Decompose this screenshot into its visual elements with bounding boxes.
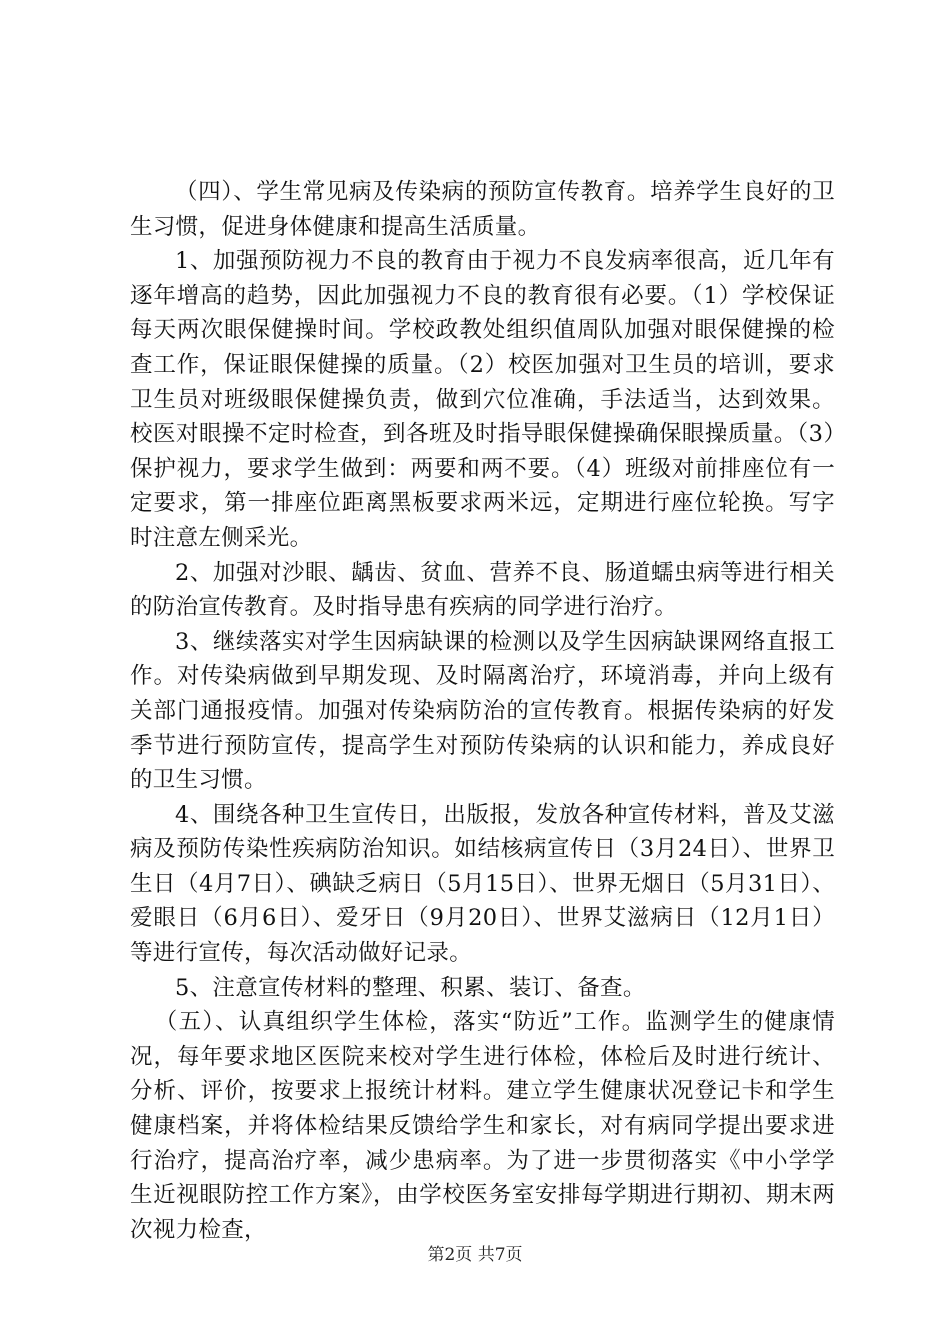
paragraph-section-4-heading: （四）、学生常见病及传染病的预防宣传教育。培养学生良好的卫生习惯，促进身体健康和提高生活质量。	[130, 179, 835, 240]
paragraph-item-3-infectious: 3、继续落实对学生因病缺课的检测以及学生因病缺课网络直报工作。对传染病做到早期发现、及时隔离治疗，环境消毒，并向上级有关部门通报疫情。加强对传染病防治的宣传教育。根据传染病的好发季节进行预防宣传，提高学生对预防传染病的认识和能力，养成良好的卫生习惯。	[130, 628, 835, 794]
paragraph-item-1-vision: 1、加强预防视力不良的教育由于视力不良发病率很高，近几年有逐年增高的趋势，因此加强视力不良的教育很有必要。（1）学校保证每天两次眼保健操时间。学校政教处组织值周队加强对眼保健操的检查工作，保证眼保健操的质量。（2）校医加强对卫生员的培训，要求卫生员对班级眼保健操负责，做到穴位准确，手法适当，达到效果。校医对眼操不定时检查，到各班及时指导眼保健操确保眼操质量。（3）保护视力，要求学生做到：两要和两不要。（4）班级对前排座位有一定要求，第一排座位距离黑板要求两米远，定期进行座位轮换。写字时注意左侧采光。	[130, 248, 835, 551]
paragraph-item-2-diseases: 2、加强对沙眼、龋齿、贫血、营养不良、肠道蠕虫病等进行相关的防治宣传教育。及时指导患有疾病的同学进行治疗。	[130, 559, 835, 621]
document-body	[130, 175, 835, 1247]
page-footer: 第2页 共7页	[427, 1245, 523, 1265]
paragraph-item-4-health-days: 4、围绕各种卫生宣传日，出版报，发放各种宣传材料，普及艾滋病及预防传染性疾病防治知识。如结核病宣传日（3月24日）、世界卫生日（4月7日）、碘缺乏病日（5月15日）、世界无烟日（5月31日）、爱眼日（6月6日）、爱牙日（9月20日）、世界艾滋病日（12月1日）等进行宣传，每次活动做好记录。	[130, 801, 835, 967]
paragraph-item-5-materials: 5、注意宣传材料的整理、积累、装订、备查。	[175, 974, 646, 1001]
paragraph-section-5-checkup: （五）、认真组织学生体检，落实“防近”工作。监测学生的健康情况，每年要求地区医院来校对学生进行体检，体检后及时进行统计、分析、评价，按要求上报统计材料。建立学生健康状况登记卡和学生健康档案，并将体检结果反馈给学生和家长，对有病同学提出要求进行治疗，提高治疗率，减少患病率。为了进一步贯彻落实《中小学学生近视眼防控工作方案》，由学校医务室安排每学期进行期初、期末两次视力检查，	[130, 1009, 835, 1243]
